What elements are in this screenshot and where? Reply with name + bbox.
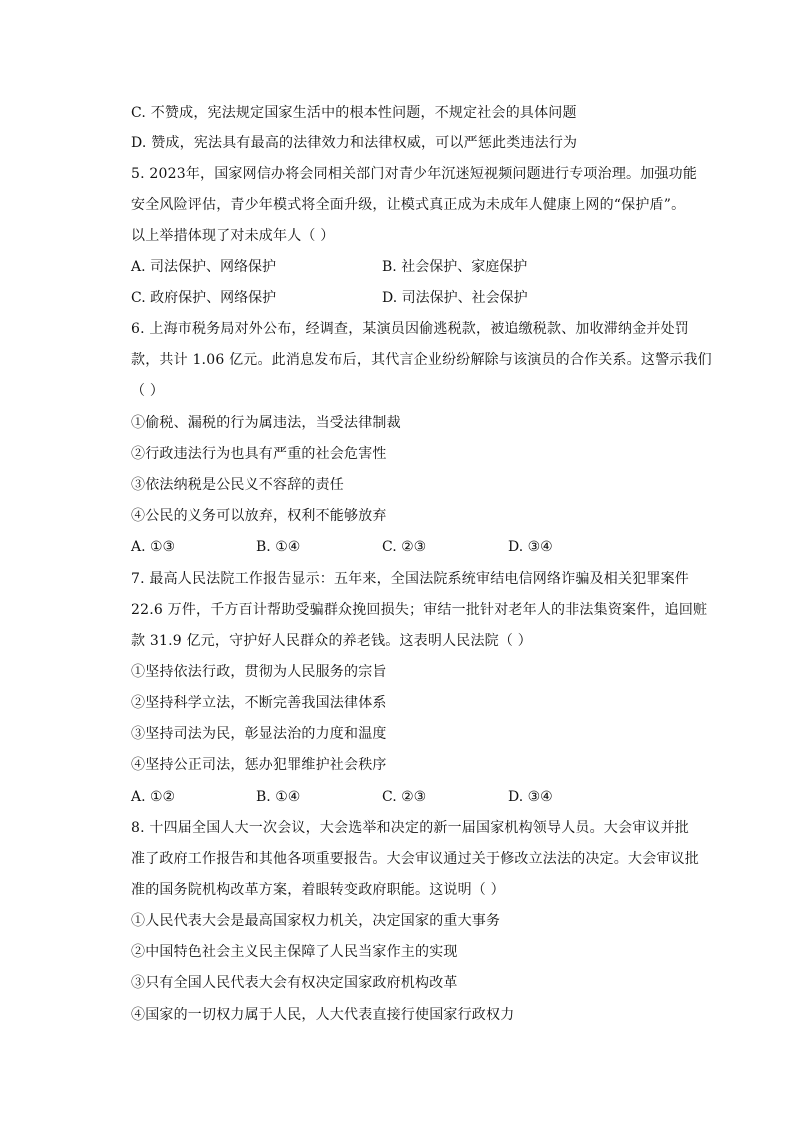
q7-stem-line-1: 7. 最高人民法院工作报告显示：五年来，全国法院系统审结电信网络诈骗及相关犯罪案件 [131, 571, 690, 587]
q8-stem-line-2: 准了政府工作报告和其他各项重要报告。大会审议通过关于修改立法法的决定。大会审议批 [131, 851, 699, 867]
q6-item-3: ③依法纳税是公民义不容辞的责任 [131, 477, 344, 493]
q6-stem-line-3: （ ） [131, 383, 165, 399]
q7-stem-line-2: 22.6 万件，千方百计帮助受骗群众挽回损失；审结一批针对老年人的非法集资案件，追回赃 [131, 602, 708, 618]
q8-stem-line-3: 准的国务院机构改革方案，着眼转变政府职能。这说明（ ） [131, 882, 505, 898]
q5-option-b: B. 社会保护、家庭保护 [382, 259, 528, 275]
q8-item-4: ④国家的一切权力属于人民，人大代表直接行使国家行政权力 [131, 1007, 515, 1023]
q7-item-4: ④坚持公正司法，惩办犯罪维护社会秩序 [131, 757, 387, 773]
q6-option-c: C. ②③ [382, 539, 427, 555]
q5-option-c: C. 政府保护、网络保护 [131, 290, 277, 306]
q6-item-2: ②行政违法行为也具有严重的社会危害性 [131, 446, 387, 462]
q7-stem-line-3: 款 31.9 亿元，守护好人民群众的养老钱。这表明人民法院（ ） [131, 633, 532, 649]
q7-option-a: A. ①② [131, 789, 176, 805]
q8-item-3: ③只有全国人民代表大会有权决定国家政府机构改革 [131, 975, 458, 991]
q4-option-d: D. 赞成，宪法具有最高的法律效力和法律权威，可以严惩此类违法行为 [131, 135, 578, 151]
q5-stem-line-1: 5. 2023年，国家网信办将会同相关部门对青少年沉迷短视频问题进行专项治理。加强功能 [131, 166, 698, 182]
q5-option-d: D. 司法保护、社会保护 [382, 290, 528, 306]
q8-stem-line-1: 8. 十四届全国人大一次会议，大会选举和决定的新一届国家机构领导人员。大会审议并批 [131, 820, 690, 836]
q7-option-b: B. ①④ [256, 789, 301, 805]
q6-stem-line-1: 6. 上海市税务局对外公布，经调查，某演员因偷逃税款，被追缴税款、加收滞纳金并处罚 [131, 321, 690, 337]
q7-option-c: C. ②③ [382, 789, 427, 805]
q6-item-1: ①偷税、漏税的行为属违法，当受法律制裁 [131, 415, 401, 431]
q8-item-2: ②中国特色社会主义民主保障了人民当家作主的实现 [131, 944, 458, 960]
q7-item-1: ①坚持依法行政，贯彻为人民服务的宗旨 [131, 664, 387, 680]
q6-option-b: B. ①④ [256, 539, 301, 555]
q6-option-d: D. ③④ [508, 539, 553, 555]
q7-item-2: ②坚持科学立法，不断完善我国法律体系 [131, 695, 387, 711]
q5-option-a: A. 司法保护、网络保护 [131, 259, 277, 275]
q6-option-a: A. ①③ [131, 539, 176, 555]
q7-option-d: D. ③④ [508, 789, 553, 805]
q8-item-1: ①人民代表大会是最高国家权力机关，决定国家的重大事务 [131, 913, 501, 929]
q4-option-c: C. 不赞成，宪法规定国家生活中的根本性问题，不规定社会的具体问题 [131, 105, 577, 121]
q5-stem-line-3: 以上举措体现了对未成年人（ ） [131, 228, 335, 244]
q7-item-3: ③坚持司法为民，彰显法治的力度和温度 [131, 726, 387, 742]
q6-item-4: ④公民的义务可以放弃，权利不能够放弃 [131, 508, 387, 524]
q5-stem-line-2: 安全风险评估，青少年模式将全面升级，让模式真正成为未成年人健康上网的“保护盾”。 [131, 197, 686, 213]
q6-stem-line-2: 款，共计 1.06 亿元。此消息发布后，其代言企业纷纷解除与该演员的合作关系。这警示我们 [131, 352, 712, 368]
